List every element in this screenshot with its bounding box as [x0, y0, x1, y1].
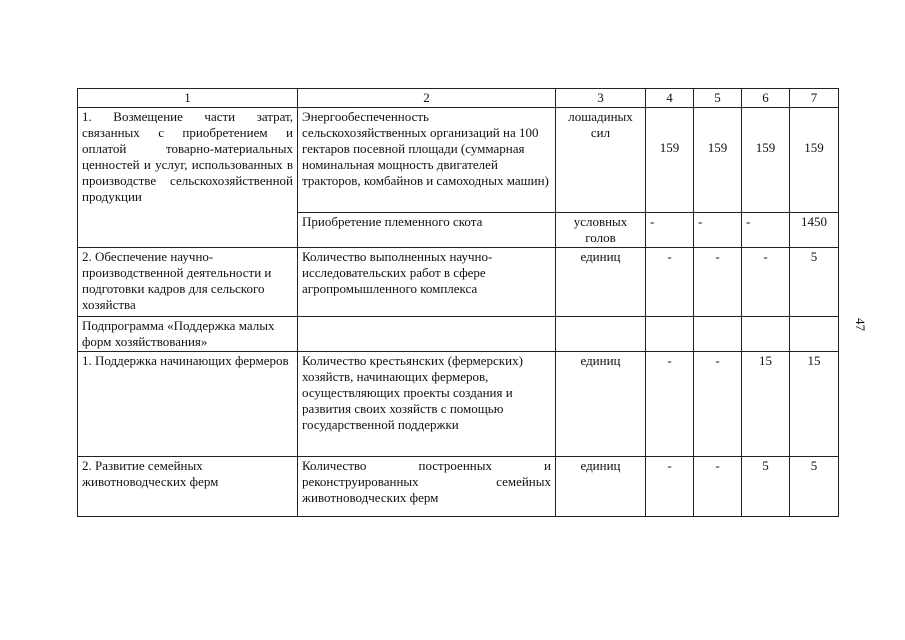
empty-cell	[694, 317, 742, 352]
value-cell: 15	[790, 352, 839, 457]
value-cell: 159	[790, 108, 839, 213]
unit-cell: лошадиных сил	[556, 108, 646, 213]
header-cell: 3	[556, 89, 646, 108]
measure-cell: 2. Развитие семейных животноводческих ферм	[78, 457, 298, 517]
value-cell: 159	[742, 108, 790, 213]
value-cell: -	[646, 457, 694, 517]
table-row	[78, 352, 839, 457]
value-cell: 159	[694, 108, 742, 213]
value-cell: 5	[790, 457, 839, 517]
indicator-cell: Приобретение племенного скота	[298, 213, 556, 248]
table-row	[78, 108, 839, 213]
page-number: 47	[853, 318, 868, 331]
subprogram-title: Подпрограмма «Поддержка малых форм хозяйствования»	[78, 317, 298, 352]
indicator-cell: Количество крестьянских (фермерских) хозяйств, начинающих фермеров, осуществляющих проекты создания и развития своих хозяйств с помощью государственной поддержки	[298, 352, 556, 457]
value-cell: 159	[646, 108, 694, 213]
header-cell: 2	[298, 89, 556, 108]
table-row	[78, 248, 839, 317]
value-cell: -	[646, 248, 694, 317]
subprogram-row	[78, 317, 839, 352]
header-cell: 1	[78, 89, 298, 108]
unit-cell: условных голов	[556, 213, 646, 248]
unit-cell: единиц	[556, 248, 646, 317]
unit-cell: единиц	[556, 457, 646, 517]
header-cell: 7	[790, 89, 839, 108]
value-cell: -	[694, 213, 742, 248]
value-cell: -	[694, 457, 742, 517]
indicators-table	[77, 88, 839, 517]
empty-cell	[790, 317, 839, 352]
table-header-row	[78, 89, 839, 108]
value-cell: -	[742, 248, 790, 317]
measure-cell: 2. Обеспечение научно-производственной деятельности и подготовки кадров для сельского хозяйства	[78, 248, 298, 317]
header-cell: 5	[694, 89, 742, 108]
measure-cell: 1. Возмещение части затрат, связанных с приобретением и оплатой товарно-материальных ценностей и услуг, использованных в производстве сельскохозяйственной продукции	[78, 108, 298, 248]
value-cell: -	[742, 213, 790, 248]
empty-cell	[646, 317, 694, 352]
value-cell: -	[646, 352, 694, 457]
value-cell: 15	[742, 352, 790, 457]
value-cell: 1450	[790, 213, 839, 248]
value-cell: 5	[742, 457, 790, 517]
indicator-cell: Количество построенных и реконструированных семейных животноводческих ферм	[298, 457, 556, 517]
empty-cell	[298, 317, 556, 352]
measure-cell: 1. Поддержка начинающих фермеров	[78, 352, 298, 457]
value-cell: 5	[790, 248, 839, 317]
unit-cell: единиц	[556, 352, 646, 457]
value-cell: -	[646, 213, 694, 248]
value-cell: -	[694, 352, 742, 457]
header-cell: 4	[646, 89, 694, 108]
empty-cell	[556, 317, 646, 352]
header-cell: 6	[742, 89, 790, 108]
value-cell: -	[694, 248, 742, 317]
table-row	[78, 457, 839, 517]
indicator-cell: Количество выполненных научно-исследовательских работ в сфере агропромышленного комплекса	[298, 248, 556, 317]
empty-cell	[742, 317, 790, 352]
indicator-cell: Энергообеспеченность сельскохозяйственных организаций на 100 гектаров посевной площади (суммарная номинальная мощность двигателей тракторов, комбайнов и самоходных машин)	[298, 108, 556, 213]
